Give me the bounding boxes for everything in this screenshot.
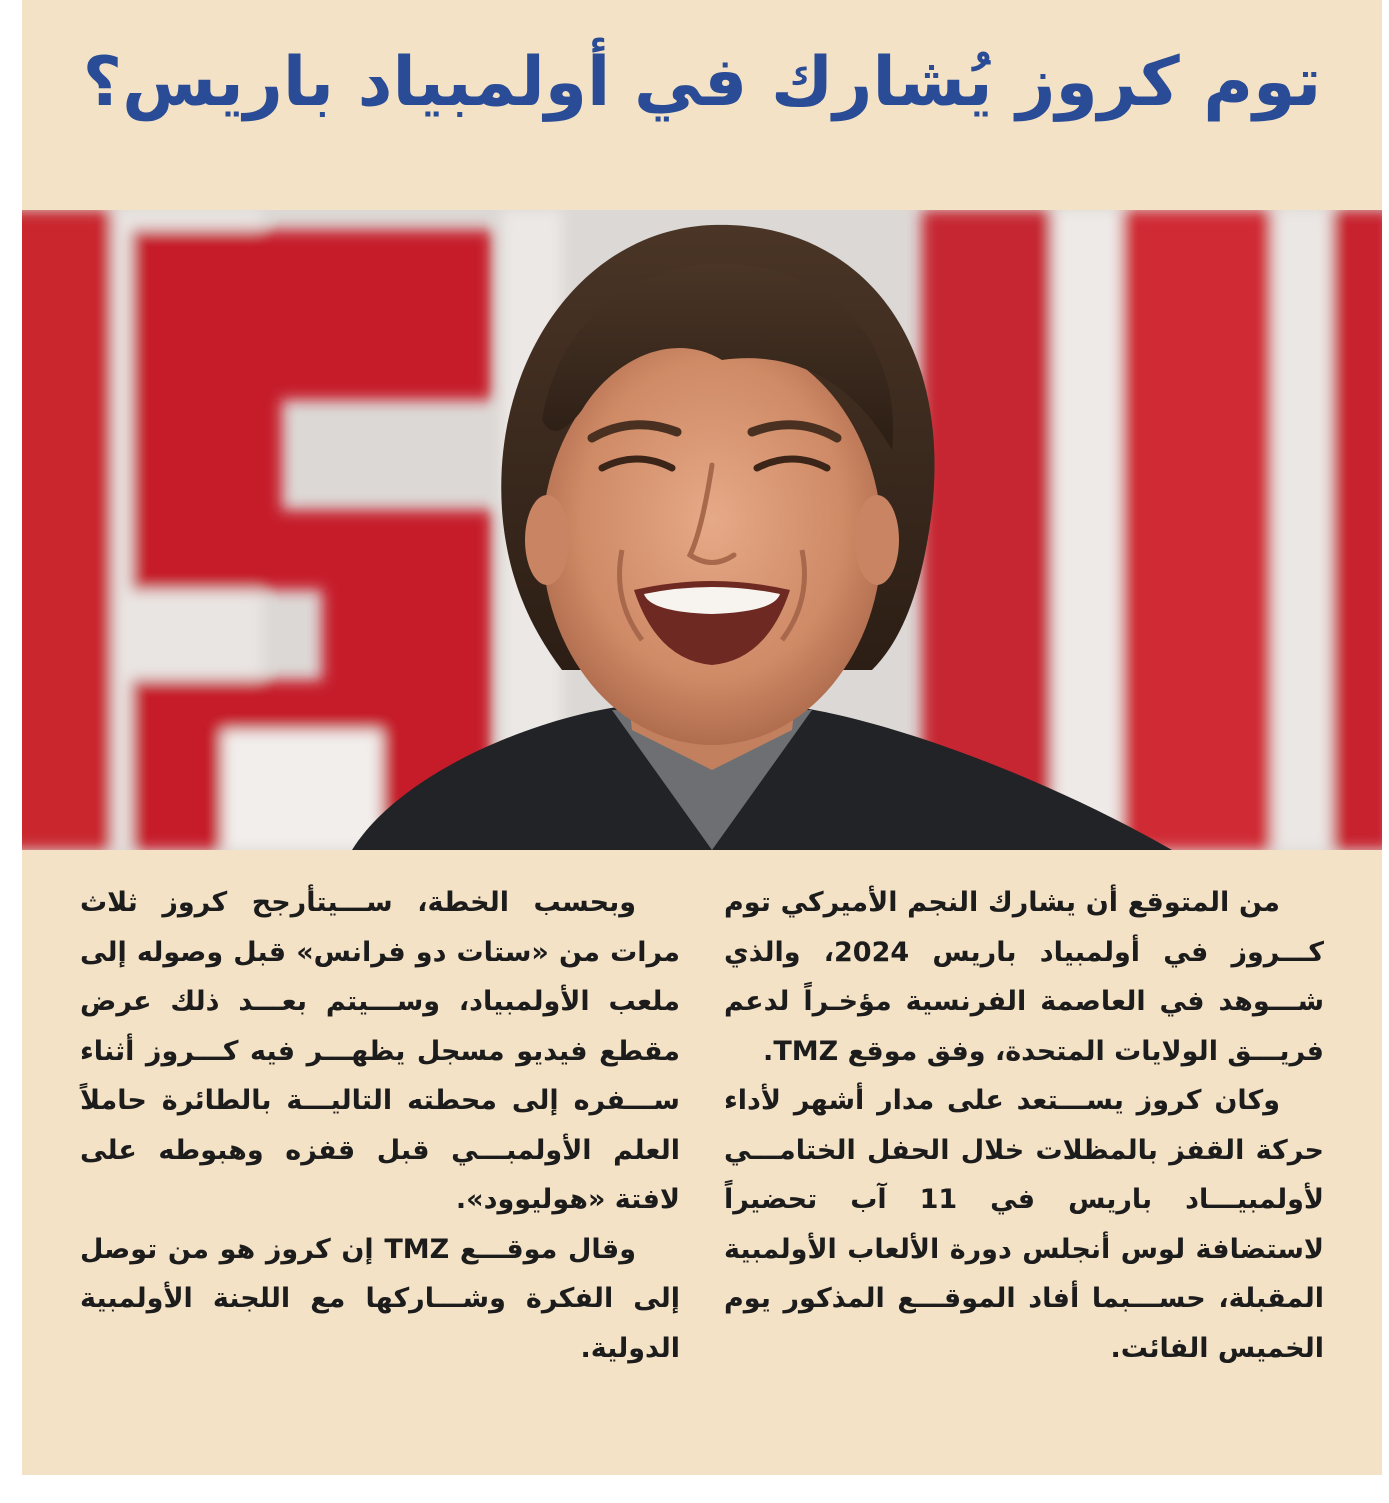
article-paragraph: وبحسب الخطة، ســـيتأرجح كروز ثلاث مرات من «ستات دو فرانس» قبل وصوله إلى ملعب الأولمبياد، وســـيتم بعـــد ذلك عرض مقطع فيديو مسجل يظهـــر فيه كـــروز أثناء ســـفره إلى محطته التاليـــة بالطائرة حاملاً العلم الأولمبـــي قبل قفزه وهبوطه على لافتة «هوليوود».	[80, 887, 680, 1215]
article-column-left	[80, 878, 680, 1373]
article-column-right	[724, 878, 1324, 1373]
portrait-illustration	[22, 210, 1382, 850]
article-paragraph: وكان كروز يســـتعد على مدار أشهر لأداء حركة القفز بالمظلات خلال الحفل الختامـــي لأولمبيـــاد باريس في 11 آب تحضيراً لاستضافة لوس أنجلس دورة الألعاب الأولمبية المقبلة، حســـبما أفاد الموقـــع المذكور يوم الخميس الفائت.	[724, 1085, 1324, 1364]
article-paragraph: وقال موقـــع TMZ إن كروز هو من توصل إلى الفكرة وشـــاركها مع اللجنة الأولمبية الدولية.	[80, 1233, 680, 1364]
article-paragraph: من المتوقع أن يشارك النجم الأميركي توم كـــروز في أولمبياد باريس 2024، والذي شـــوهد في العاصمة الفرنسية مؤخـراً لدعم فريـــق الولايات المتحدة، وفق موقع TMZ.	[724, 887, 1324, 1067]
article-page	[22, 0, 1382, 1475]
article-headline: توم كروز يُشارك في أولمبياد باريس؟	[82, 43, 1322, 122]
article-photo	[22, 210, 1382, 850]
